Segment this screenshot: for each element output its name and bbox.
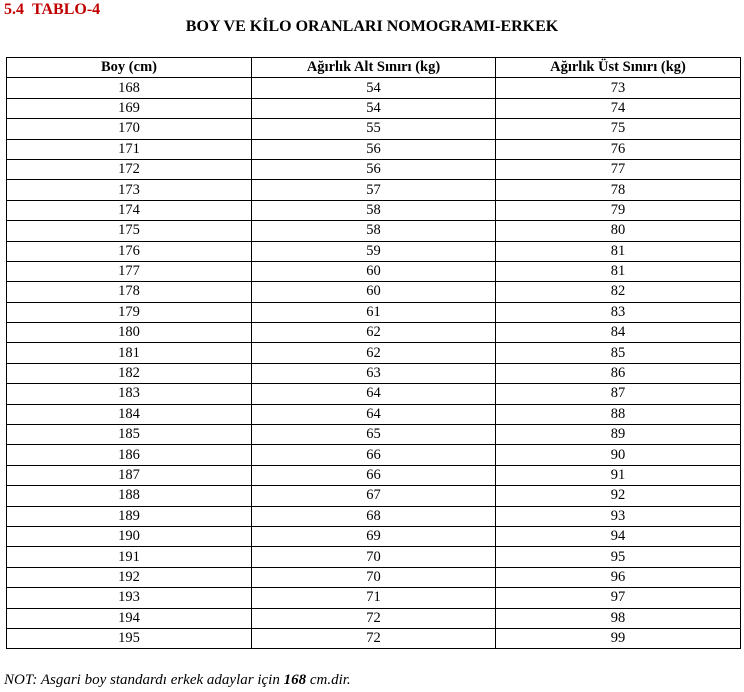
cell-weight-min: 58 bbox=[252, 200, 496, 220]
cell-weight-min: 62 bbox=[252, 323, 496, 343]
table-row bbox=[7, 261, 741, 281]
cell-height: 175 bbox=[7, 221, 252, 241]
table-row bbox=[7, 200, 741, 220]
cell-weight-min: 56 bbox=[252, 159, 496, 179]
cell-height: 183 bbox=[7, 384, 252, 404]
table-row bbox=[7, 159, 741, 179]
cell-height: 192 bbox=[7, 567, 252, 587]
cell-weight-max: 85 bbox=[496, 343, 741, 363]
nomogram-table bbox=[6, 57, 741, 649]
cell-height: 181 bbox=[7, 343, 252, 363]
cell-weight-max: 90 bbox=[496, 445, 741, 465]
cell-weight-max: 74 bbox=[496, 98, 741, 118]
table-row bbox=[7, 628, 741, 648]
cell-height: 182 bbox=[7, 363, 252, 383]
cell-height: 194 bbox=[7, 608, 252, 628]
cell-weight-max: 91 bbox=[496, 465, 741, 485]
cell-weight-max: 97 bbox=[496, 588, 741, 608]
table-row bbox=[7, 486, 741, 506]
cell-weight-max: 75 bbox=[496, 119, 741, 139]
table-row bbox=[7, 567, 741, 587]
cell-height: 169 bbox=[7, 98, 252, 118]
cell-weight-min: 65 bbox=[252, 425, 496, 445]
cell-height: 172 bbox=[7, 159, 252, 179]
cell-weight-max: 84 bbox=[496, 323, 741, 343]
footnote-prefix: NOT: Asgari boy standardı erkek adaylar için bbox=[4, 672, 284, 688]
cell-height: 189 bbox=[7, 506, 252, 526]
cell-height: 174 bbox=[7, 200, 252, 220]
cell-weight-max: 81 bbox=[496, 261, 741, 281]
table-row bbox=[7, 526, 741, 546]
cell-height: 193 bbox=[7, 588, 252, 608]
table-row bbox=[7, 98, 741, 118]
cell-height: 171 bbox=[7, 139, 252, 159]
table-row bbox=[7, 221, 741, 241]
cell-weight-min: 70 bbox=[252, 567, 496, 587]
cell-height: 180 bbox=[7, 323, 252, 343]
table-row bbox=[7, 608, 741, 628]
cell-weight-max: 73 bbox=[496, 78, 741, 98]
cell-weight-max: 78 bbox=[496, 180, 741, 200]
cell-weight-min: 60 bbox=[252, 261, 496, 281]
section-number: 5.4 bbox=[4, 1, 24, 18]
table-row bbox=[7, 323, 741, 343]
cell-height: 178 bbox=[7, 282, 252, 302]
table-row bbox=[7, 445, 741, 465]
cell-height: 186 bbox=[7, 445, 252, 465]
cell-height: 176 bbox=[7, 241, 252, 261]
cell-height: 191 bbox=[7, 547, 252, 567]
footnote-suffix: cm.dir. bbox=[306, 672, 351, 688]
cell-weight-max: 96 bbox=[496, 567, 741, 587]
cell-weight-max: 99 bbox=[496, 628, 741, 648]
cell-weight-max: 89 bbox=[496, 425, 741, 445]
cell-weight-min: 67 bbox=[252, 486, 496, 506]
cell-weight-max: 77 bbox=[496, 159, 741, 179]
cell-weight-max: 80 bbox=[496, 221, 741, 241]
table-row bbox=[7, 343, 741, 363]
section-label: TABLO-4 bbox=[32, 1, 101, 18]
cell-height: 185 bbox=[7, 425, 252, 445]
cell-weight-min: 72 bbox=[252, 628, 496, 648]
table-row bbox=[7, 506, 741, 526]
cell-height: 179 bbox=[7, 302, 252, 322]
cell-weight-max: 88 bbox=[496, 404, 741, 424]
cell-height: 177 bbox=[7, 261, 252, 281]
header-weight-min: Ağırlık Alt Sınırı (kg) bbox=[252, 58, 496, 78]
cell-weight-max: 81 bbox=[496, 241, 741, 261]
table-row bbox=[7, 139, 741, 159]
cell-weight-min: 54 bbox=[252, 78, 496, 98]
table-row bbox=[7, 425, 741, 445]
table-header bbox=[7, 58, 741, 78]
table-row bbox=[7, 363, 741, 383]
table-row bbox=[7, 384, 741, 404]
cell-height: 168 bbox=[7, 78, 252, 98]
cell-weight-max: 83 bbox=[496, 302, 741, 322]
table-row bbox=[7, 404, 741, 424]
footnote bbox=[4, 671, 351, 689]
table-row bbox=[7, 302, 741, 322]
cell-weight-min: 55 bbox=[252, 119, 496, 139]
cell-weight-min: 57 bbox=[252, 180, 496, 200]
footnote-value: 168 bbox=[283, 672, 307, 688]
cell-weight-max: 98 bbox=[496, 608, 741, 628]
cell-weight-min: 63 bbox=[252, 363, 496, 383]
cell-weight-min: 60 bbox=[252, 282, 496, 302]
cell-weight-min: 68 bbox=[252, 506, 496, 526]
cell-height: 170 bbox=[7, 119, 252, 139]
table-row bbox=[7, 465, 741, 485]
cell-weight-min: 70 bbox=[252, 547, 496, 567]
cell-weight-min: 69 bbox=[252, 526, 496, 546]
cell-height: 190 bbox=[7, 526, 252, 546]
cell-weight-min: 61 bbox=[252, 302, 496, 322]
cell-weight-min: 54 bbox=[252, 98, 496, 118]
cell-height: 188 bbox=[7, 486, 252, 506]
cell-weight-min: 72 bbox=[252, 608, 496, 628]
cell-weight-max: 92 bbox=[496, 486, 741, 506]
table-title: BOY VE KİLO ORANLARI NOMOGRAMI-ERKEK bbox=[185, 18, 559, 35]
cell-weight-max: 95 bbox=[496, 547, 741, 567]
header-height: Boy (cm) bbox=[7, 58, 252, 78]
cell-height: 184 bbox=[7, 404, 252, 424]
cell-weight-max: 76 bbox=[496, 139, 741, 159]
header-weight-max: Ağırlık Üst Sınırı (kg) bbox=[496, 58, 741, 78]
cell-weight-max: 93 bbox=[496, 506, 741, 526]
cell-weight-max: 82 bbox=[496, 282, 741, 302]
header-row bbox=[7, 58, 741, 78]
table-row bbox=[7, 180, 741, 200]
cell-weight-min: 66 bbox=[252, 465, 496, 485]
cell-weight-max: 79 bbox=[496, 200, 741, 220]
cell-weight-min: 71 bbox=[252, 588, 496, 608]
table-row bbox=[7, 588, 741, 608]
cell-weight-max: 94 bbox=[496, 526, 741, 546]
cell-height: 187 bbox=[7, 465, 252, 485]
cell-weight-min: 62 bbox=[252, 343, 496, 363]
table-body bbox=[7, 78, 741, 649]
table-row bbox=[7, 78, 741, 98]
cell-weight-min: 58 bbox=[252, 221, 496, 241]
cell-weight-min: 64 bbox=[252, 384, 496, 404]
cell-weight-min: 59 bbox=[252, 241, 496, 261]
cell-weight-min: 56 bbox=[252, 139, 496, 159]
cell-weight-max: 86 bbox=[496, 363, 741, 383]
cell-weight-min: 66 bbox=[252, 445, 496, 465]
table-row bbox=[7, 547, 741, 567]
cell-weight-min: 64 bbox=[252, 404, 496, 424]
cell-height: 195 bbox=[7, 628, 252, 648]
table-row bbox=[7, 282, 741, 302]
table-row bbox=[7, 119, 741, 139]
table-row bbox=[7, 241, 741, 261]
cell-height: 173 bbox=[7, 180, 252, 200]
cell-weight-max: 87 bbox=[496, 384, 741, 404]
